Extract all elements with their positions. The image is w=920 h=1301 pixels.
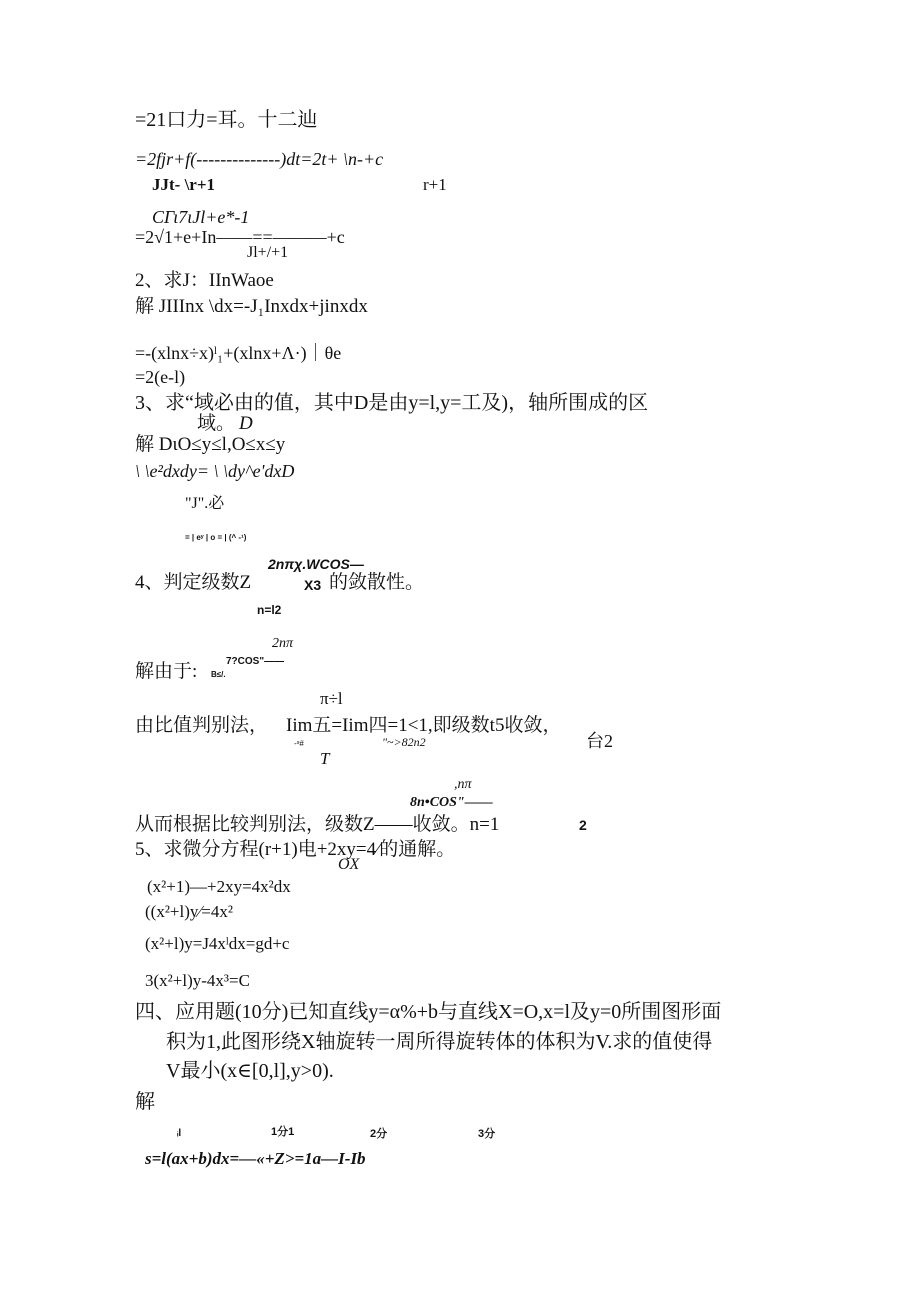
line-8: 解 JIIInx \dx=-J₁Inxdx+jinxdx <box>135 296 368 317</box>
line-33: (x²+l)y=J4xˡdx=gd+c <box>145 934 290 953</box>
line-31: (x²+1)—+2xy=4x²dx <box>147 877 291 896</box>
line-9: =-(xlnx÷x)ˡ₁+(xlnx+Λ·)｜θe <box>135 343 342 363</box>
line-18a-problem-4: 4、判定级数Z <box>135 572 252 593</box>
line-18b: X3 <box>304 577 322 593</box>
line-28a: 从而根据比较判别法，级数Z——收敛。n=1 <box>135 814 500 835</box>
line-25: T <box>320 749 330 768</box>
line-29-problem-5: 5、求微分方程(r+1)电+2xy=4⁄的通解。 <box>135 839 456 860</box>
line-13: 解 DιO≤y≤l,O≤x≤y <box>135 434 286 455</box>
line-3b: r+1 <box>423 175 447 194</box>
line-23c: 台2 <box>586 731 613 751</box>
line-20: 2nπ <box>272 636 294 651</box>
line-36: 积为1,此图形绕X轴旋转一周所得旋转体的体积为V.求的值使得 <box>166 1031 713 1053</box>
line-34: 3(x²+l)y-4x³=C <box>145 971 250 990</box>
line-30: OX <box>338 856 360 873</box>
line-39b-score-1: 1分1 <box>271 1126 295 1138</box>
line-37: V最小(x∈[0,l],y>0). <box>166 1060 334 1082</box>
line-24b: "~>82n2 <box>382 735 426 749</box>
line-18c: 的敛散性。 <box>329 572 425 593</box>
line-40: s=l(ax+b)dx=—«+Z>=1a—I-Ib <box>145 1149 366 1168</box>
line-10: =2(e-l) <box>135 367 186 387</box>
line-28b: 2 <box>579 817 587 833</box>
line-21a: 解由于: <box>135 661 198 682</box>
line-15: "J".必 <box>185 495 225 512</box>
line-21b: B≤/. <box>211 670 226 679</box>
line-39a: ᵢl <box>177 1128 182 1139</box>
line-23b: Iim五=Iim四=1<1,即级数t5收敛， <box>286 715 562 736</box>
line-12b: D <box>239 413 253 434</box>
line-6: Jl+/+1 <box>247 244 289 261</box>
line-2: =2fjr+f(--------------)dt=2t+ \n-+c <box>135 149 384 169</box>
line-7-problem-2: 2、求J：IInWaoe <box>135 270 274 291</box>
line-14: \ \e²dxdy= \ \dy^e'dxD <box>135 461 295 481</box>
line-27: 8n•COS"—— <box>410 795 493 810</box>
line-22: π÷l <box>320 689 343 708</box>
line-11-problem-3: 3、求“域必由的值，其中D是由y=l,y=工及)，轴所围成的区 <box>135 392 649 414</box>
line-5: =2√1+e+In——==———+c <box>135 227 345 247</box>
line-32: ((x²+l)y⁄=4x² <box>145 902 233 921</box>
line-35-application-problem: 四、应用题(10分)已知直线y=α%+b与直线X=O,x=l及y=0所围图形面 <box>135 1001 722 1023</box>
line-39c-score-2: 2分 <box>370 1128 388 1140</box>
line-24a: -ˢ# <box>294 739 304 748</box>
line-4: CΓι7ιJl+e*-1 <box>152 207 250 227</box>
line-26: ,nπ <box>454 777 472 792</box>
line-19: n=l2 <box>257 603 282 617</box>
line-1: =21口力=耳。十二辿 <box>135 109 318 131</box>
line-17: 2nπχ.WCOS— <box>268 556 364 572</box>
line-39d-score-3: 3分 <box>478 1128 496 1140</box>
line-3a: JJt- \r+1 <box>152 175 216 194</box>
line-23a: 由比值判别法， <box>135 715 269 736</box>
line-16: = | eʸ | o = | (^ -¹) <box>185 533 247 542</box>
line-12a: 域。 <box>197 413 236 434</box>
line-38: 解 <box>135 1091 155 1113</box>
line-21c: 7?COS"—— <box>226 656 285 667</box>
